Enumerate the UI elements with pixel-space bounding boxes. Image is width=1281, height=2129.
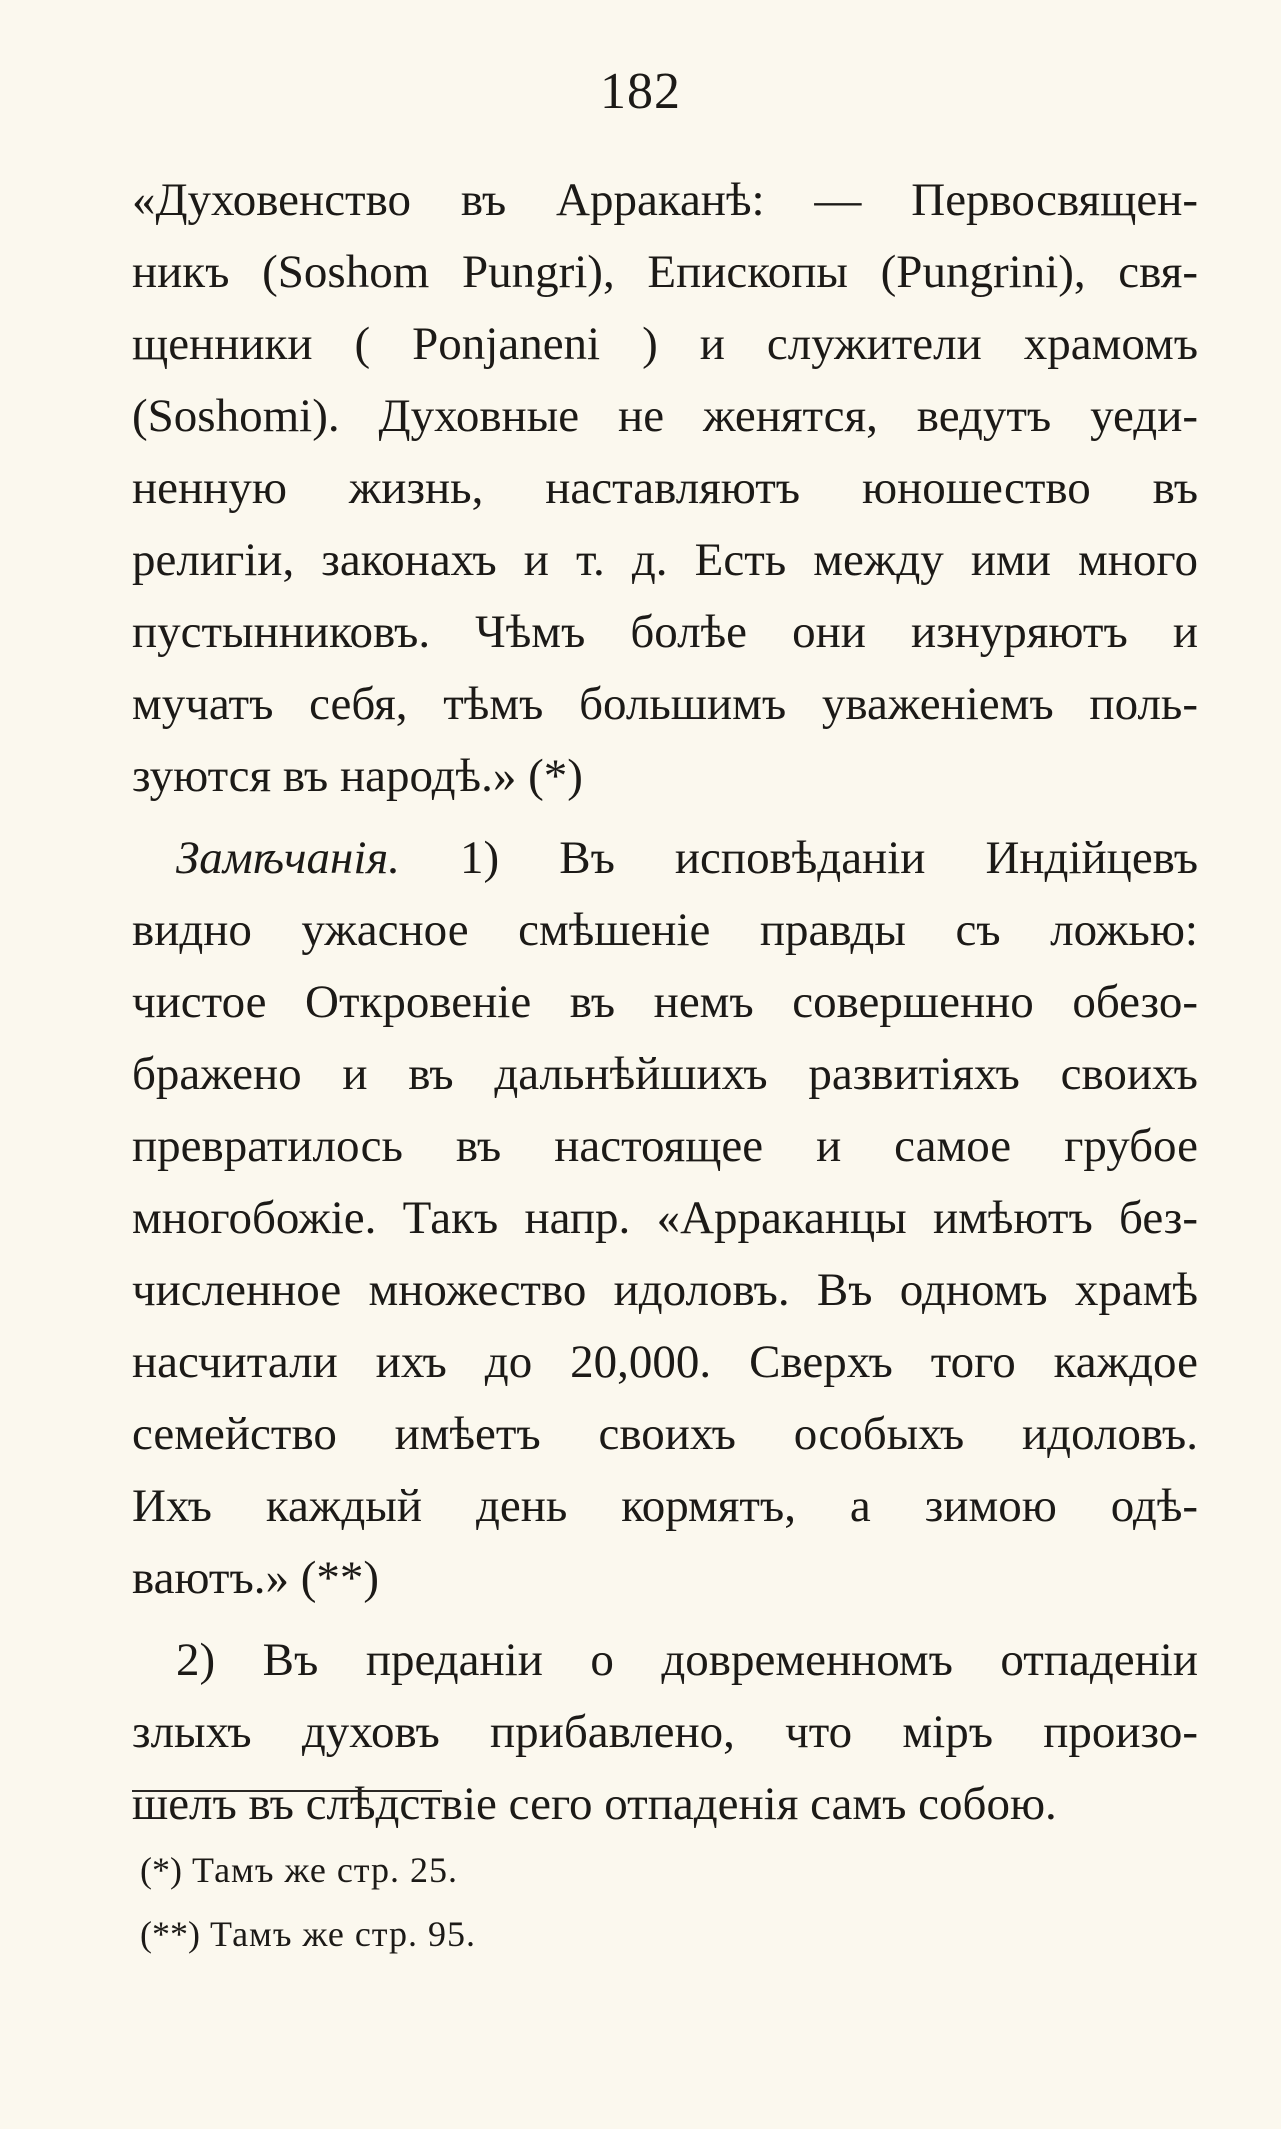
remarks-heading-line	[132, 822, 1198, 894]
text-line: зуются въ народѣ.» (*)	[132, 750, 583, 802]
page-number: 182	[600, 63, 681, 120]
text-line: никъ (Soshom Pungri), Епископы (Pungrini), свя-	[132, 246, 1198, 298]
text-line: превратилось въ настоящее и самое грубое	[132, 1120, 1198, 1172]
remarks-first-line: 1) Въ исповѣданіи Индійцевъ	[460, 832, 1199, 884]
text-line: чистое Откровеніе въ немъ совершенно обезо-	[132, 976, 1198, 1028]
text-line: Ихъ каждый день кормятъ, а зимою одѣ-	[132, 1480, 1198, 1532]
text-line: пустынниковъ. Чѣмъ болѣе они изнуряютъ и	[132, 606, 1198, 658]
text-line: численное множество идоловъ. Въ одномъ храмѣ	[132, 1264, 1198, 1316]
footnote-marker: (*)	[140, 1850, 182, 1890]
remarks-label: Замѣчанія.	[176, 832, 401, 884]
text-line: многобожіе. Такъ напр. «Арраканцы имѣютъ без-	[132, 1192, 1198, 1244]
text-line: религіи, законахъ и т. д. Есть между ими много	[132, 534, 1198, 586]
footnote	[140, 1838, 840, 1902]
text-line: ваютъ.» (**)	[132, 1552, 380, 1604]
text-line: семейство имѣетъ своихъ особыхъ идоловъ.	[132, 1408, 1198, 1460]
text-line: щенники ( Ponjaneni ) и служители храмомъ	[132, 318, 1198, 370]
text-line: мучатъ себя, тѣмъ большимъ уваженіемъ поль-	[132, 678, 1198, 730]
text-line: «Духовенство въ Арраканѣ: — Первосвящен-	[132, 174, 1198, 226]
text-line: бражено и въ дальнѣйшихъ развитіяхъ своихъ	[132, 1048, 1198, 1100]
text-line: видно ужасное смѣшеніе правды съ ложью:	[132, 904, 1198, 956]
footnote	[140, 1902, 840, 1966]
text-line: (Soshomi). Духовные не женятся, ведутъ уеди-	[132, 390, 1198, 442]
footnote-divider	[132, 1790, 442, 1792]
footnote-text: Тамъ же стр. 95.	[209, 1914, 476, 1954]
main-text	[132, 164, 1198, 1840]
text-line: ненную жизнь, наставляютъ юношество въ	[132, 462, 1198, 514]
text-line: шелъ въ слѣдствіе сего отпаденія самъ собою.	[132, 1778, 1057, 1830]
footnote-marker: (**)	[140, 1914, 200, 1954]
text-line: злыхъ духовъ прибавлено, что міръ произо-	[132, 1706, 1198, 1758]
footnotes	[140, 1838, 840, 1966]
text-line: насчитали ихъ до 20,000. Сверхъ того каждое	[132, 1336, 1198, 1388]
footnote-text: Тамъ же стр. 25.	[191, 1850, 458, 1890]
text-line: 2) Въ преданіи о довременномъ отпаденіи	[176, 1634, 1198, 1686]
